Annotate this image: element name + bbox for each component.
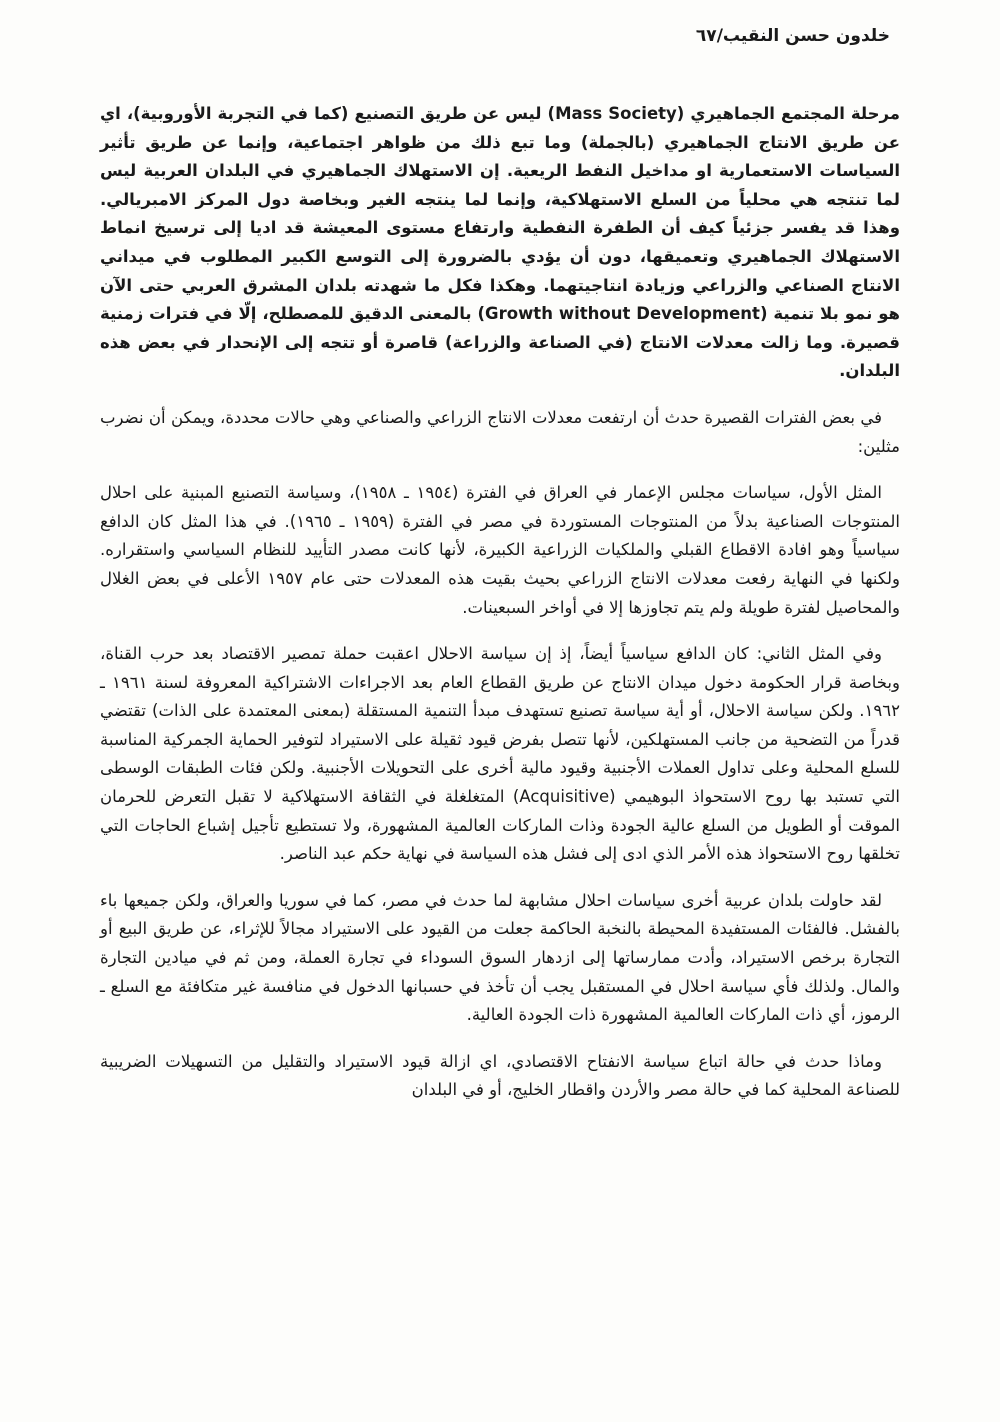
running-header: خلدون حسن النقيب/٦٧: [695, 26, 890, 46]
paragraph-6: وماذا حدث في حالة اتباع سياسة الانفتاح الاقتصادي، اي ازالة قيود الاستيراد والتقليل من التسهيلات الضريبية للصناعة المحلية كما في حالة مصر والأردن واقطار الخليج، أو في البلدان: [100, 1051, 900, 1100]
paragraph-3: المثل الأول، سياسات مجلس الإعمار في العراق في الفترة (١٩٥٤ ـ ١٩٥٨)، وسياسة التصنيع المبنية على احلال المنتوجات الصناعية بدلاً من المنتوجات المستوردة في مصر في الفترة (١٩٥٩ ـ ١٩٦٥). في هذا المثل كان الدافع سياسياً وهو افادة الاقطاع القبلي والملكيات الزراعية الكبيرة، لأنها كانت مصدر التأييد للنظام السياسي واستقراره. ولكنها في النهاية رفعت معدلات الانتاج الزراعي بحيث بقيت هذه المعدلات حتى عام ١٩٥٧ الأعلى في بعض الغلال والمحاصيل لفترة طويلة ولم يتم تجاوزها إلا في أواخر السبعينات.: [100, 483, 900, 617]
paragraph-2: في بعض الفترات القصيرة حدث أن ارتفعت معدلات الانتاج الزراعي والصناعي وهي حالات محددة، ويمكن أن نضرب مثلين:: [100, 407, 900, 456]
paragraph-1: مرحلة المجتمع الجماهيري (Mass Society) ليس عن طريق التصنيع (كما في التجربة الأوروبية)، اي عن طريق الانتاج الجماهيري (بالجملة) وما تبع ذلك من ظواهر اجتماعية، وإنما عن طريق تأثير السياسات الاستعمارية او مداخيل النفط الريعية. إن الاستهلاك الجماهيري في البلدان العربية ليس لما تنتجه هي محلياً من السلع الاستهلاكية، وإنما لما ينتجه الغير وبخاصة دول المركز الامبريالي. وهذا قد يفسر جزئياً كيف أن الطفرة النفطية وارتفاع مستوى المعيشة قد اديا إلى ترسيخ انماط الاستهلاك الجماهيري وتعميقها، دون أن يؤدي بالضرورة إلى التوسع الكبير المطلوب في ميداني الانتاج الصناعي والزراعي وزيادة انتاجيتهما. وهكذا فكل ما شهدته بلدان المشرق العربي حتى الآن هو نمو بلا تنمية (Growth without Development) بالمعنى الدقيق للمصطلح، إلّا في فترات زمنية قصيرة. وما زالت معدلات الانتاج (في الصناعة والزراعة) قاصرة أو تتجه إلى الإنحدار في بعض هذه البلدان.: [100, 104, 901, 381]
paragraph-5: لقد حاولت بلدان عربية أخرى سياسات احلال مشابهة لما حدث في مصر، كما في سوريا والعراق، ولكن جميعها باء بالفشل. فالفئات المستفيدة المحيطة بالنخبة الحاكمة جعلت من القيود على الاستيراد مجالاً للإثراء، عن طريق البيع أو التجارة برخص الاستيراد، وأدت ممارساتها إلى ازدهار السوق السوداء في تجارة العملة، ومن ثم في ميادين التجارة والمال. ولذلك فأي سياسة احلال في المستقبل يجب أن تأخذ في حسبانها الدخول في منافسة غير متكافئة مع السلع ـ الرموز، أي ذات الماركات العالمية المشهورة ذات الجودة العالية.: [100, 890, 900, 1025]
body-text: [100, 100, 900, 1105]
paragraph-4: وفي المثل الثاني: كان الدافع سياسياً أيضاً، إذ إن سياسة الاحلال اعقبت حملة تمصير الاقتصاد بعد حرب القناة، وبخاصة قرار الحكومة دخول ميدان الانتاج عن طريق القطاع العام بعد الاجراءات الاشتراكية المعروفة لسنة ١٩٦١ ـ ١٩٦٢. ولكن سياسة الاحلال، أو أية سياسة تصنيع تستهدف مبدأ التنمية المستقلة (بمعنى المعتمدة على الذات) تقتضي قدراً من التضحية من جانب المستهلكين، لأنها تتصل بفرض قيود ثقيلة على الاستيراد لتوفير الحماية الجمركية المناسبة للسلع المحلية وعلى تداول العملات الأجنبية وقيود مالية أخرى على التحويلات الأجنبية. ولكن فئات الطبقات الوسطى التي تستبد بها روح الاستحواذ البوهيمي (Acquisitive) المتغلغلة في الثقافة الاستهلاكية لا تقبل التعرض للحرمان الموقت أو الطويل من السلع عالية الجودة وذات الماركات العالمية المشهورة، ولا تستطيع تأجيل إشباع الحاجات التي تخلقها روح الاستحواذ هذه الأمر الذي ادى إلى فشل هذه السياسة في نهاية حكم عبد الناصر.: [100, 644, 901, 864]
